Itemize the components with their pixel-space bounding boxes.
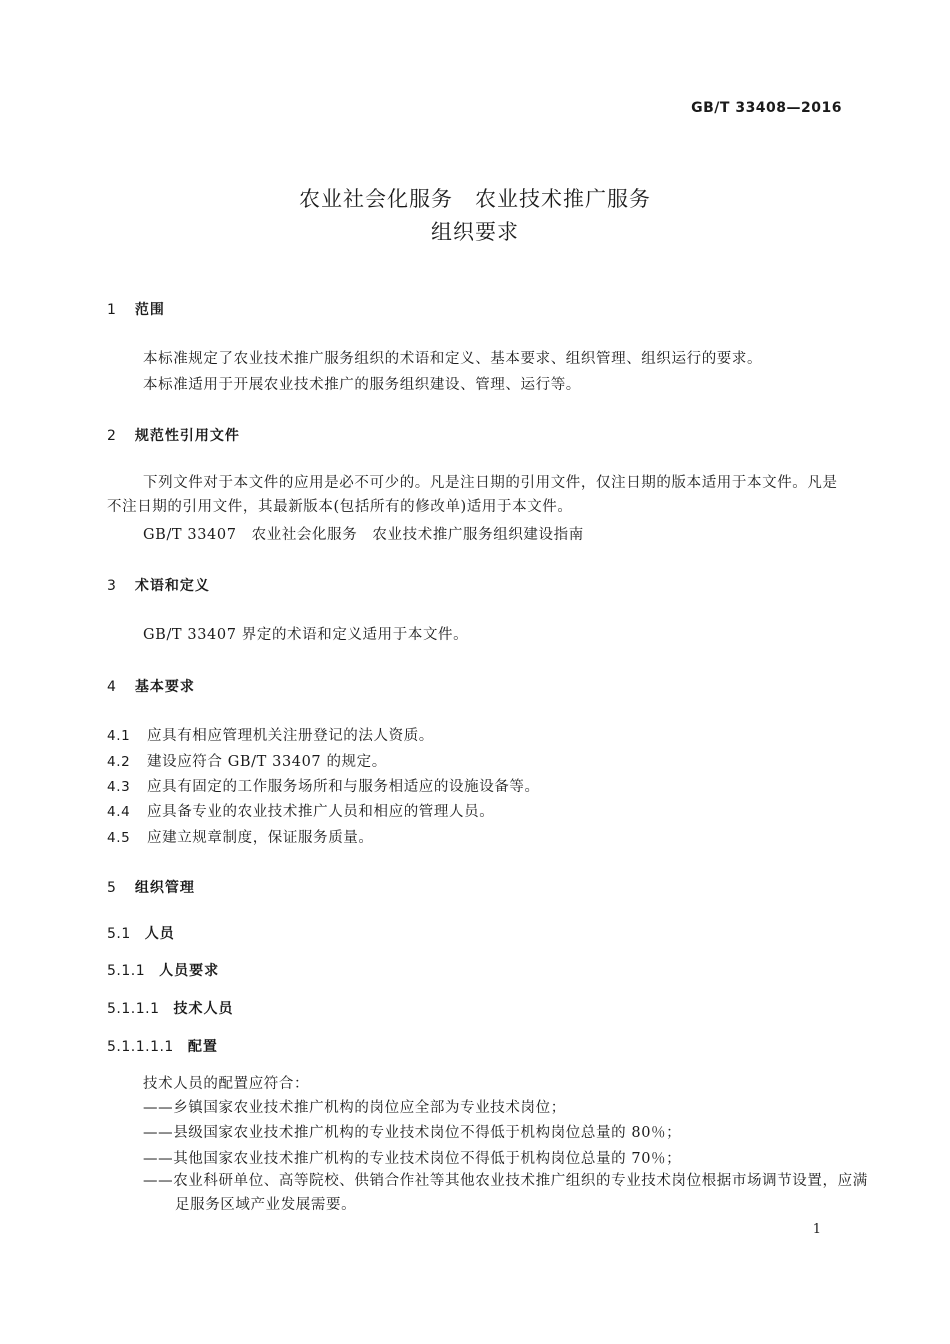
section-title: 范围 (134, 302, 165, 318)
document-title-line2: 组织要求 (431, 220, 519, 244)
section-title: 术语和定义 (134, 578, 210, 594)
requirement-item (107, 826, 374, 847)
item-text: 应具有固定的工作服务场所和与服务相适应的设施设备等。 (147, 779, 540, 795)
dash-list-item: ——农业科研单位、高等院校、供销合作社等其他农业技术推广组织的专业技术岗位根据市场调节设置，应满足服务区域产业发展需要。 (143, 1173, 868, 1213)
item-text: 建设应符合 GB/T 33407 的规定。 (147, 754, 387, 770)
section-number: 2 (107, 428, 117, 444)
section-title: 规范性引用文件 (134, 428, 240, 444)
item-text: 应具备专业的农业技术推广人员和相应的管理人员。 (147, 804, 495, 820)
item-text: 应具有相应管理机关注册登记的法人资质。 (147, 728, 434, 744)
requirement-item (107, 800, 494, 821)
section-3-heading (107, 575, 210, 595)
section-number: 5 (107, 880, 117, 896)
document-title-line1: 农业社会化服务 农业技术推广服务 (299, 187, 651, 211)
section-number: 5.1.1.1.1 (107, 1039, 174, 1055)
standard-code: GB/T 33408—2016 (691, 100, 842, 116)
item-number: 4.1 (107, 728, 131, 744)
paragraph: 技术人员的配置应符合： (143, 1076, 310, 1092)
section-number: 5.1.1 (107, 963, 146, 979)
section-title: 技术人员 (173, 1001, 234, 1017)
page-number: 1 (812, 1222, 821, 1237)
item-text: 应建立规章制度，保证服务质量。 (147, 830, 374, 846)
section-title: 组织管理 (134, 880, 195, 896)
section-number: 4 (107, 679, 117, 695)
paragraph: GB/T 33407 界定的术语和定义适用于本文件。 (143, 627, 469, 643)
section-4-heading (107, 676, 195, 696)
paragraph: 本标准适用于开展农业技术推广的服务组织建设、管理、运行等。 (143, 377, 581, 393)
section-title: 基本要求 (134, 679, 195, 695)
requirement-item (107, 750, 387, 771)
subsection-5-1-1-1-heading (107, 998, 233, 1018)
section-5-heading (107, 877, 195, 897)
dash-list-item: ——其他国家农业技术推广机构的专业技术岗位不得低于机构岗位总量的 70％； (143, 1151, 682, 1167)
requirement-item (107, 775, 540, 796)
item-number: 4.5 (107, 830, 131, 846)
section-title: 配置 (187, 1039, 218, 1055)
subsection-5-1-1-heading (107, 960, 219, 980)
item-number: 4.4 (107, 804, 131, 820)
paragraph: 下列文件对于本文件的应用是必不可少的。凡是注日期的引用文件，仅注日期的版本适用于本文件。凡是不注日期的引用文件，其最新版本(包括所有的修改单)适用于本文件。 (107, 475, 838, 515)
section-number: 1 (107, 302, 117, 318)
subsection-5-1-heading (107, 923, 175, 943)
section-2-heading (107, 425, 240, 445)
paragraph: 本标准规定了农业技术推广服务组织的术语和定义、基本要求、组织管理、组织运行的要求。 (143, 351, 763, 367)
item-number: 4.2 (107, 754, 131, 770)
normative-reference: GB/T 33407 农业社会化服务 农业技术推广服务组织建设指南 (143, 527, 584, 543)
section-1-heading (107, 299, 165, 319)
section-number: 5.1 (107, 926, 131, 942)
subsection-5-1-1-1-1-heading (107, 1036, 218, 1056)
dash-list-item: ——县级国家农业技术推广机构的专业技术岗位不得低于机构岗位总量的 80％； (143, 1125, 682, 1141)
dash-list-item: ——乡镇国家农业技术推广机构的岗位应全部为专业技术岗位； (143, 1100, 566, 1116)
section-title: 人员 (144, 926, 175, 942)
requirement-item (107, 724, 434, 745)
section-number: 3 (107, 578, 117, 594)
section-title: 人员要求 (159, 963, 220, 979)
item-number: 4.3 (107, 779, 131, 795)
section-number: 5.1.1.1 (107, 1001, 160, 1017)
